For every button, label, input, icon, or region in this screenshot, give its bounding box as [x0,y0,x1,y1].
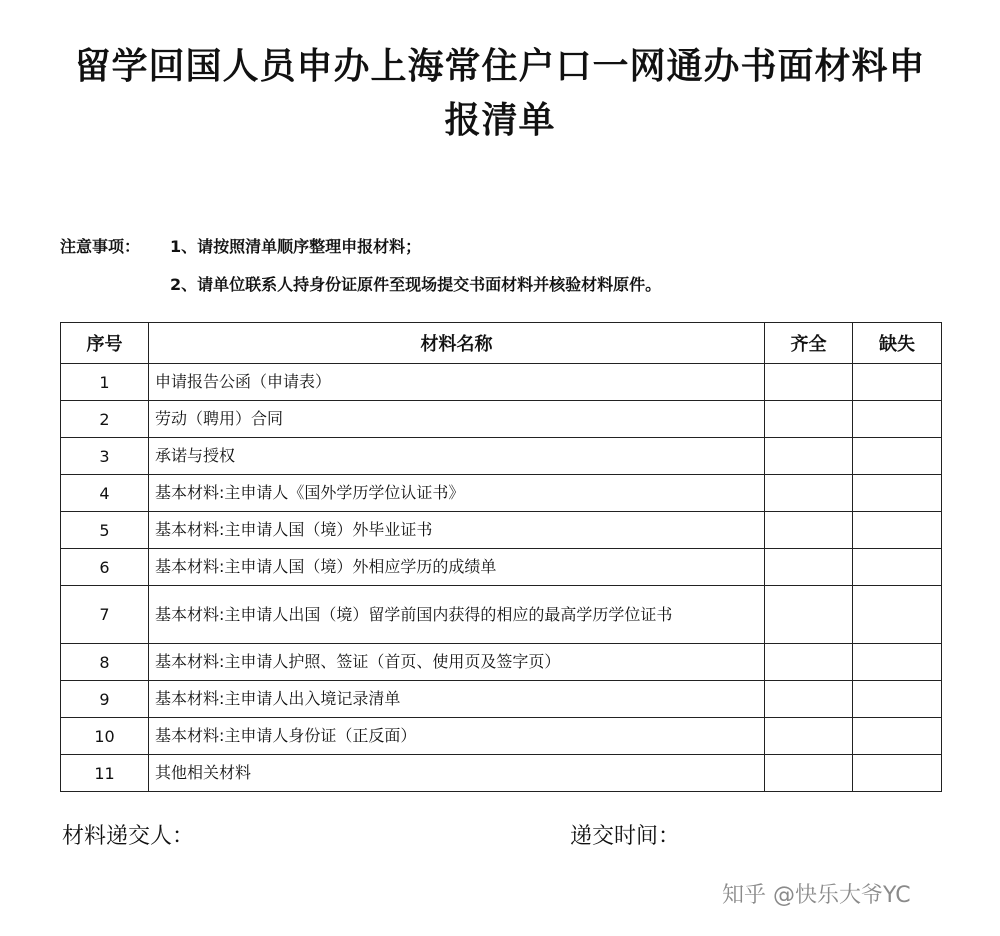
row-number: 6 [61,549,149,586]
table-row [61,755,942,792]
row-number: 10 [61,718,149,755]
missing-cell[interactable] [853,475,942,512]
complete-cell[interactable] [765,401,853,438]
header-number: 序号 [61,323,149,364]
watermark [722,878,911,909]
row-material-name: 基本材料:主申请人国（境）外相应学历的成绩单 [149,549,765,586]
missing-cell[interactable] [853,755,942,792]
header-material-name: 材料名称 [149,323,765,364]
missing-cell[interactable] [853,401,942,438]
table-row [61,549,942,586]
table-row [61,475,942,512]
missing-cell[interactable] [853,681,942,718]
complete-cell[interactable] [765,586,853,644]
table-row [61,681,942,718]
complete-cell[interactable] [765,549,853,586]
row-material-name: 承诺与授权 [149,438,765,475]
complete-cell[interactable] [765,364,853,401]
missing-cell[interactable] [853,512,942,549]
row-material-name: 基本材料:主申请人出入境记录清单 [149,681,765,718]
missing-cell[interactable] [853,364,942,401]
row-number: 9 [61,681,149,718]
watermark-text: 知乎 @快乐大爷YC [722,883,911,908]
row-material-name: 基本材料:主申请人出国（境）留学前国内获得的相应的最高学历学位证书 [149,586,765,644]
notes-section [60,228,940,304]
table-row [61,401,942,438]
missing-cell[interactable] [853,718,942,755]
materials-table [60,322,942,792]
page-title: 留学回国人员申办上海常住户口一网通办书面材料申报清单 [74,46,926,141]
table-row [61,644,942,681]
submission-time-label: 递交时间： [570,824,681,849]
table-row [61,438,942,475]
missing-cell[interactable] [853,644,942,681]
complete-cell[interactable] [765,475,853,512]
complete-cell[interactable] [765,644,853,681]
table-header-row [61,323,942,364]
missing-cell[interactable] [853,549,942,586]
table-row [61,718,942,755]
row-number: 4 [61,475,149,512]
row-number: 1 [61,364,149,401]
note-item-2: 2、请单位联系人持身份证原件至现场提交书面材料并核验材料原件。 [170,275,662,294]
row-material-name: 基本材料:主申请人国（境）外毕业证书 [149,512,765,549]
row-number: 11 [61,755,149,792]
submitter-label: 材料递交人： [62,824,195,849]
header-missing: 缺失 [853,323,942,364]
row-number: 8 [61,644,149,681]
row-number: 3 [61,438,149,475]
row-material-name: 基本材料:主申请人《国外学历学位认证书》 [149,475,765,512]
complete-cell[interactable] [765,718,853,755]
table-row [61,586,942,644]
missing-cell[interactable] [853,586,942,644]
complete-cell[interactable] [765,512,853,549]
table-row [61,364,942,401]
header-complete: 齐全 [765,323,853,364]
row-material-name: 其他相关材料 [149,755,765,792]
table-row [61,512,942,549]
complete-cell[interactable] [765,438,853,475]
complete-cell[interactable] [765,755,853,792]
row-material-name: 基本材料:主申请人护照、签证（首页、使用页及签字页） [149,644,765,681]
row-material-name: 申请报告公函（申请表） [149,364,765,401]
row-number: 7 [61,586,149,644]
complete-cell[interactable] [765,681,853,718]
row-material-name: 基本材料:主申请人身份证（正反面） [149,718,765,755]
notes-label: 注意事项： [60,237,141,256]
note-item-1: 1、请按照清单顺序整理申报材料； [170,237,422,256]
row-number: 5 [61,512,149,549]
row-number: 2 [61,401,149,438]
missing-cell[interactable] [853,438,942,475]
row-material-name: 劳动（聘用）合同 [149,401,765,438]
